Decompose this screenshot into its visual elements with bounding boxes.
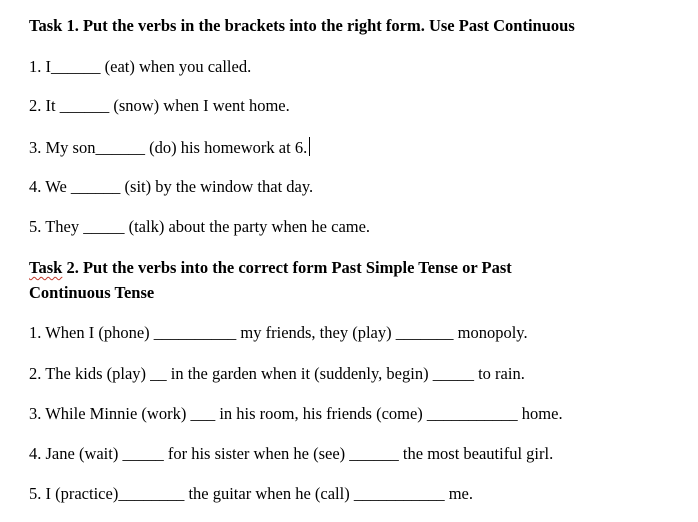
task1-item-3 (29, 137, 310, 158)
task2-item-2: 2. The kids (play) __ in the garden when it (suddenly, begin) _____ to rain. (29, 364, 525, 383)
task2-item-3: 3. While Minnie (work) ___ in his room, his friends (come) ___________ home. (29, 404, 563, 423)
task2-item-5: 5. I (practice)________ the guitar when he (call) ___________ me. (29, 484, 473, 503)
task2-heading (29, 258, 512, 278)
task1-item-4: 4. We ______ (sit) by the window that day. (29, 177, 314, 196)
task1-heading: Task 1. Put the verbs in the brackets into the right form. Use Past Continuous (29, 16, 575, 35)
task2-item-4: 4. Jane (wait) _____ for his sister when he (see) ______ the most beautiful girl. (29, 444, 554, 463)
task1-item-1: 1. I______ (eat) when you called. (29, 57, 252, 76)
task2-heading-word: Task (29, 258, 63, 277)
task2-item-1: 1. When I (phone) __________ my friends, they (play) _______ monopoly. (29, 323, 528, 342)
text-cursor (309, 137, 310, 156)
task2-heading-line2: Continuous Tense (29, 283, 155, 302)
task2-heading-rest: 2. Put the verbs into the correct form Past Simple Tense or Past (62, 258, 512, 277)
task1-item-5: 5. They _____ (talk) about the party when he came. (29, 217, 371, 236)
task1-item-3-text: 3. My son______ (do) his homework at 6. (29, 138, 308, 157)
task1-item-2: 2. It ______ (snow) when I went home. (29, 96, 290, 115)
